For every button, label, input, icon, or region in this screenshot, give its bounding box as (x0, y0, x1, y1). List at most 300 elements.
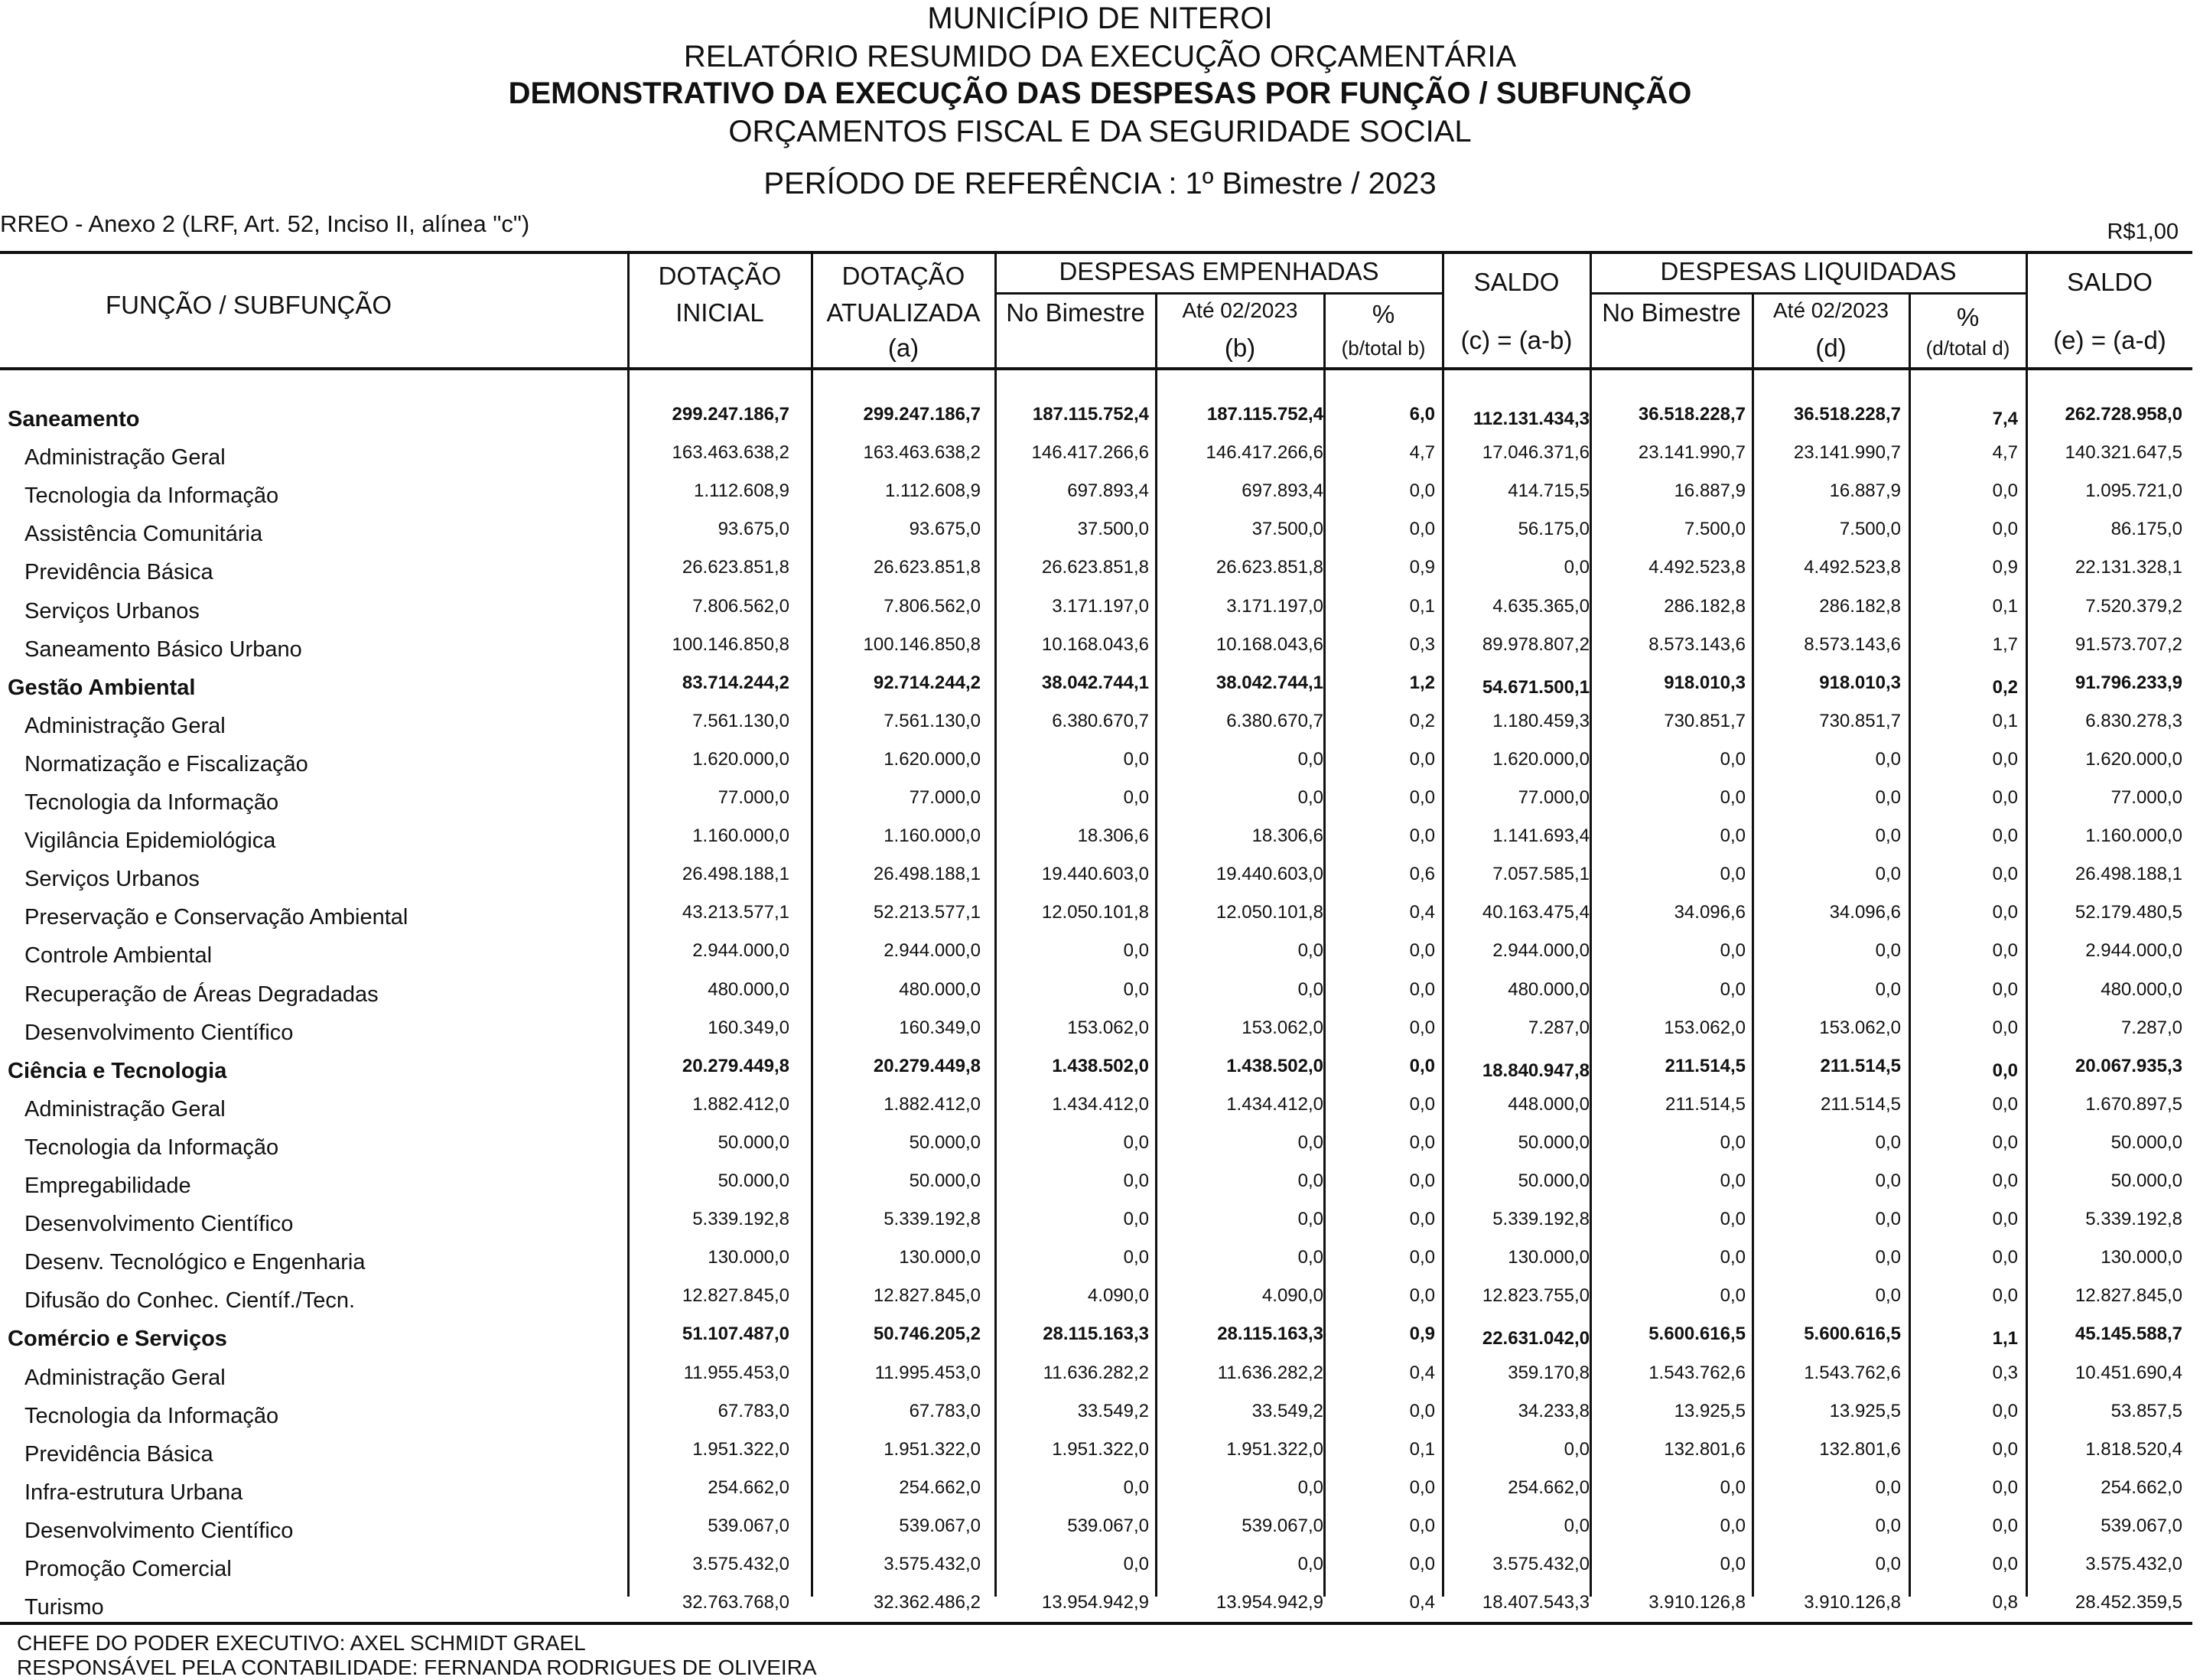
function-group-row (0, 1056, 2200, 1089)
cell-col-9: 0,0 (1992, 1477, 2018, 1498)
cell-col-1: 163.463.638,2 (672, 442, 789, 463)
cell-col-3: 146.417.266,6 (1031, 442, 1149, 463)
cell-col-5: 0,4 (1409, 1592, 1435, 1613)
cell-col-3: 11.636.282,2 (1043, 1363, 1149, 1383)
cell-col-3: 0,0 (1123, 979, 1149, 1000)
cell-col-9: 0,0 (1992, 1170, 2018, 1191)
cell-col-1: 5.339.192,8 (692, 1209, 789, 1229)
row-label: Desenvolvimento Científico (24, 1212, 294, 1236)
cell-col-1: 7.806.562,0 (692, 596, 789, 617)
cell-col-1: 20.279.449,8 (682, 1056, 789, 1076)
cell-col-5: 0,9 (1409, 1323, 1435, 1344)
cell-col-5: 0,0 (1409, 1516, 1435, 1536)
cell-col-6: 40.163.475,4 (1482, 902, 1590, 923)
cell-col-7: 0,0 (1720, 787, 1746, 808)
header-top-rule (0, 251, 2192, 254)
cell-col-4: 28.115.163,3 (1217, 1323, 1323, 1344)
cell-col-1: 77.000,0 (718, 787, 789, 808)
cell-col-4: 10.168.043,6 (1216, 634, 1323, 655)
cell-col-4: 0,0 (1297, 1554, 1323, 1574)
cell-col-10: 50.000,0 (2111, 1170, 2182, 1191)
cell-col-6: 18.407.543,3 (1482, 1592, 1590, 1613)
cell-col-3: 0,0 (1123, 940, 1149, 961)
cell-col-2: 3.575.432,0 (884, 1554, 981, 1574)
row-label: Tecnologia da Informação (24, 1404, 279, 1428)
subfunction-row (0, 979, 2200, 1013)
cell-col-9: 0,0 (1992, 1554, 2018, 1574)
cell-col-1: 1.951.322,0 (692, 1439, 789, 1460)
cell-col-7: 211.514,5 (1665, 1056, 1746, 1076)
col-saldo1-sub: (c) = (a-b) (1460, 326, 1573, 354)
cell-col-7: 0,0 (1720, 1554, 1746, 1574)
cell-col-6: 17.046.371,6 (1482, 442, 1590, 463)
cell-col-7: 0,0 (1720, 1516, 1746, 1536)
cell-col-10: 22.131.328,1 (2075, 557, 2182, 578)
subfunction-row (0, 825, 2200, 859)
cell-col-4: 0,0 (1297, 787, 1323, 808)
cell-col-7: 153.062,0 (1664, 1017, 1746, 1038)
report-title: RELATÓRIO RESUMIDO DA EXECUÇÃO ORÇAMENTÁRIA (683, 40, 1517, 73)
cell-col-8: 0,0 (1875, 749, 1901, 770)
cell-col-8: 918.010,3 (1819, 672, 1901, 693)
row-label: Vigilância Epidemiológica (24, 829, 276, 853)
cell-col-1: 50.000,0 (718, 1132, 789, 1153)
cell-col-2: 2.944.000,0 (884, 940, 981, 961)
row-label: Recuperação de Áreas Degradadas (24, 982, 379, 1007)
cell-col-4: 697.893,4 (1242, 480, 1323, 501)
subfunction-row (0, 1247, 2200, 1281)
cell-col-5: 0,0 (1409, 1056, 1435, 1076)
col-funcao-header: FUNÇÃO / SUBFUNÇÃO (105, 291, 392, 319)
row-label: Tecnologia da Informação (24, 483, 279, 508)
col-emp-pct-sub: (b/total b) (1341, 337, 1426, 360)
cell-col-6: 5.339.192,8 (1492, 1209, 1590, 1229)
subfunction-row (0, 557, 2200, 591)
cell-col-10: 140.321.647,5 (2065, 442, 2182, 463)
col-emp-ate-header: Até 02/2023 (1182, 298, 1298, 322)
cell-col-7: 36.518.228,7 (1638, 404, 1746, 425)
col-dot-atual-header-1: DOTAÇÃO (841, 262, 965, 290)
cell-col-9: 0,0 (1992, 1209, 2018, 1229)
cell-col-6: 359.170,8 (1508, 1363, 1590, 1383)
cell-col-5: 0,0 (1409, 1285, 1435, 1306)
cell-col-7: 0,0 (1720, 825, 1746, 846)
cell-col-10: 20.067.935,3 (2075, 1056, 2182, 1076)
cell-col-9: 0,0 (1992, 519, 2018, 539)
subfunction-row (0, 1439, 2200, 1473)
cell-col-8: 0,0 (1875, 1132, 1901, 1153)
cell-col-3: 0,0 (1123, 787, 1149, 808)
cell-col-4: 19.440.603,0 (1216, 864, 1323, 884)
cell-col-4: 4.090,0 (1261, 1285, 1323, 1306)
cell-col-3: 0,0 (1123, 1209, 1149, 1229)
cell-col-2: 254.662,0 (899, 1477, 981, 1498)
cell-col-9: 0,0 (1992, 1439, 2018, 1460)
cell-col-9: 0,0 (1992, 902, 2018, 923)
cell-col-8: 132.801,6 (1819, 1439, 1901, 1460)
cell-col-8: 0,0 (1875, 864, 1901, 884)
function-group-row (0, 1323, 2200, 1357)
subfunction-row (0, 1516, 2200, 1549)
cell-col-9: 0,0 (1992, 1247, 2018, 1268)
cell-col-4: 3.171.197,0 (1226, 596, 1323, 617)
cell-col-4: 0,0 (1297, 1477, 1323, 1498)
report-period: PERÍODO DE REFERÊNCIA : 1º Bimestre / 2023 (763, 167, 1437, 200)
cell-col-6: 34.233,8 (1518, 1401, 1590, 1421)
cell-col-3: 0,0 (1123, 1132, 1149, 1153)
cell-col-7: 7.500,0 (1684, 519, 1746, 539)
cell-col-4: 33.549,2 (1251, 1401, 1323, 1421)
cell-col-5: 0,3 (1409, 634, 1435, 655)
cell-col-7: 0,0 (1720, 749, 1746, 770)
col-emp-pct-header: % (1372, 300, 1395, 328)
cell-col-3: 33.549,2 (1077, 1401, 1149, 1421)
subfunction-row (0, 1094, 2200, 1128)
report-municipality: MUNICÍPIO DE NITEROI (927, 2, 1273, 35)
cell-col-1: 480.000,0 (708, 979, 789, 1000)
cell-col-4: 1.438.502,0 (1226, 1056, 1323, 1076)
cell-col-3: 26.623.851,8 (1041, 557, 1149, 578)
cell-col-7: 0,0 (1720, 1132, 1746, 1153)
cell-col-6: 448.000,0 (1508, 1094, 1590, 1115)
cell-col-3: 28.115.163,3 (1043, 1323, 1149, 1344)
cell-col-2: 7.561.130,0 (884, 711, 981, 731)
cell-col-1: 7.561.130,0 (692, 711, 789, 731)
cell-col-8: 4.492.523,8 (1804, 557, 1901, 578)
cell-col-8: 5.600.616,5 (1804, 1323, 1901, 1344)
cell-col-8: 7.500,0 (1839, 519, 1901, 539)
cell-col-1: 1.882.412,0 (692, 1094, 789, 1115)
subfunction-row (0, 1401, 2200, 1434)
annex-reference: RREO - Anexo 2 (LRF, Art. 52, Inciso II, alínea "c") (0, 210, 530, 237)
col-emp-bimestre-header: No Bimestre (1006, 298, 1145, 327)
cell-col-9: 0,2 (1992, 677, 2018, 698)
cell-col-8: 1.543.762,6 (1804, 1363, 1901, 1383)
subfunction-row (0, 519, 2200, 552)
cell-col-5: 0,0 (1409, 1170, 1435, 1191)
subfunction-row (0, 787, 2200, 821)
cell-col-5: 0,0 (1409, 1094, 1435, 1115)
cell-col-10: 254.662,0 (2101, 1477, 2182, 1498)
cell-col-3: 539.067,0 (1067, 1516, 1149, 1536)
col-saldo2-header: SALDO (2067, 268, 2153, 296)
row-label: Previdência Básica (24, 1442, 213, 1467)
row-label: Controle Ambiental (24, 943, 213, 968)
subfunction-row (0, 1132, 2200, 1166)
cell-col-4: 0,0 (1297, 979, 1323, 1000)
cell-col-10: 1.095.721,0 (2085, 480, 2182, 501)
cell-col-5: 0,9 (1409, 557, 1435, 578)
cell-col-3: 697.893,4 (1067, 480, 1149, 501)
cell-col-10: 1.160.000,0 (2085, 825, 2182, 846)
group-empenhadas-header: DESPESAS EMPENHADAS (1059, 257, 1379, 285)
cell-col-9: 0,0 (1992, 1017, 2018, 1038)
cell-col-2: 1.160.000,0 (884, 825, 981, 846)
cell-col-2: 26.623.851,8 (873, 557, 981, 578)
cell-col-8: 211.514,5 (1821, 1094, 1901, 1115)
function-group-row (0, 404, 2200, 438)
cell-col-1: 51.107.487,0 (682, 1323, 789, 1344)
cell-col-3: 19.440.603,0 (1041, 864, 1149, 884)
row-label: Difusão do Conhec. Científ./Tecn. (24, 1288, 356, 1313)
subfunction-row (0, 940, 2200, 974)
header-bottom-rule (0, 367, 2192, 370)
cell-col-8: 730.851,7 (1819, 711, 1901, 731)
cell-col-6: 480.000,0 (1508, 979, 1590, 1000)
cell-col-1: 67.783,0 (718, 1401, 789, 1421)
cell-col-5: 0,1 (1409, 596, 1435, 617)
cell-col-7: 34.096,6 (1674, 902, 1746, 923)
cell-col-5: 0,0 (1409, 940, 1435, 961)
cell-col-4: 38.042.744,1 (1216, 672, 1323, 693)
empenhadas-divider (994, 292, 1442, 295)
cell-col-1: 130.000,0 (708, 1247, 789, 1268)
cell-col-4: 13.954.942,9 (1216, 1592, 1323, 1613)
col-saldo2-sub: (e) = (a-d) (2053, 326, 2166, 354)
cell-col-1: 299.247.186,7 (672, 404, 789, 425)
cell-col-9: 7,4 (1992, 409, 2018, 429)
cell-col-8: 0,0 (1875, 940, 1901, 961)
cell-col-5: 0,0 (1409, 1017, 1435, 1038)
cell-col-8: 0,0 (1875, 825, 1901, 846)
cell-col-10: 7.520.379,2 (2085, 596, 2182, 617)
col-dot-atual-header-3: (a) (887, 334, 919, 362)
cell-col-5: 0,0 (1409, 1477, 1435, 1498)
cell-col-8: 0,0 (1875, 1554, 1901, 1574)
cell-col-9: 0,0 (1992, 787, 2018, 808)
cell-col-10: 28.452.359,5 (2075, 1592, 2182, 1613)
subfunction-row (0, 902, 2200, 936)
cell-col-3: 0,0 (1123, 1170, 1149, 1191)
cell-col-10: 77.000,0 (2111, 787, 2182, 808)
cell-col-5: 0,0 (1409, 1209, 1435, 1229)
cell-col-4: 12.050.101,8 (1216, 902, 1323, 923)
cell-col-9: 1,7 (1992, 634, 2018, 655)
cell-col-6: 1.141.693,4 (1492, 825, 1590, 846)
cell-col-3: 10.168.043,6 (1041, 634, 1149, 655)
cell-col-5: 0,0 (1409, 787, 1435, 808)
cell-col-10: 50.000,0 (2111, 1132, 2182, 1153)
cell-col-2: 11.995.453,0 (874, 1363, 981, 1383)
cell-col-9: 0,0 (1992, 1094, 2018, 1115)
cell-col-1: 26.623.851,8 (682, 557, 789, 578)
subfunction-row (0, 1554, 2200, 1587)
cell-col-5: 0,1 (1409, 1439, 1435, 1460)
cell-col-6: 50.000,0 (1518, 1170, 1590, 1191)
col-dot-inicial-header-1: DOTAÇÃO (658, 262, 782, 290)
cell-col-4: 18.306,6 (1251, 825, 1323, 846)
cell-col-10: 1.670.897,5 (2085, 1094, 2182, 1115)
cell-col-4: 0,0 (1297, 749, 1323, 770)
cell-col-5: 4,7 (1409, 442, 1435, 463)
cell-col-8: 286.182,8 (1819, 596, 1901, 617)
row-label: Comércio e Serviços (8, 1327, 227, 1351)
col-emp-ate-sub: (b) (1224, 334, 1256, 362)
cell-col-6: 130.000,0 (1508, 1247, 1590, 1268)
cell-col-1: 254.662,0 (708, 1477, 789, 1498)
liquidadas-divider (1590, 292, 2026, 295)
cell-col-9: 0,0 (1992, 940, 2018, 961)
cell-col-8: 34.096,6 (1829, 902, 1901, 923)
cell-col-7: 0,0 (1720, 864, 1746, 884)
cell-col-1: 1.160.000,0 (692, 825, 789, 846)
cell-col-2: 1.112.608,9 (884, 480, 981, 501)
cell-col-7: 211.514,5 (1665, 1094, 1746, 1115)
cell-col-5: 0,0 (1409, 1132, 1435, 1153)
row-label: Administração Geral (24, 445, 226, 470)
subfunction-row (0, 634, 2200, 668)
cell-col-3: 3.171.197,0 (1052, 596, 1149, 617)
row-label: Tecnologia da Informação (24, 1135, 279, 1160)
col-liq-pct-sub: (d/total d) (1925, 337, 2010, 360)
cell-col-7: 0,0 (1720, 1285, 1746, 1306)
cell-col-7: 132.801,6 (1664, 1439, 1746, 1460)
cell-col-4: 0,0 (1297, 1247, 1323, 1268)
cell-col-6: 0,0 (1564, 557, 1590, 578)
cell-col-2: 50.746.205,2 (873, 1323, 981, 1344)
cell-col-10: 7.287,0 (2120, 1017, 2182, 1038)
cell-col-7: 0,0 (1720, 940, 1746, 961)
footer-accountant: RESPONSÁVEL PELA CONTABILIDADE: FERNANDA RODRIGUES DE OLIVEIRA (17, 1656, 817, 1679)
cell-col-7: 0,0 (1720, 1247, 1746, 1268)
row-label: Saneamento Básico Urbano (24, 637, 302, 662)
cell-col-6: 77.000,0 (1518, 787, 1590, 808)
cell-col-3: 1.434.412,0 (1052, 1094, 1149, 1115)
row-label: Promoção Comercial (24, 1557, 232, 1581)
cell-col-9: 0,0 (1992, 1401, 2018, 1421)
cell-col-7: 3.910.126,8 (1648, 1592, 1746, 1613)
footer-executive: CHEFE DO PODER EXECUTIVO: AXEL SCHMIDT GRAEL (17, 1631, 586, 1655)
cell-col-6: 414.715,5 (1508, 480, 1590, 501)
cell-col-4: 0,0 (1297, 1170, 1323, 1191)
row-label: Saneamento (8, 407, 140, 431)
cell-col-6: 4.635.365,0 (1492, 596, 1590, 617)
cell-col-8: 8.573.143,6 (1804, 634, 1901, 655)
cell-col-7: 730.851,7 (1664, 711, 1746, 731)
cell-col-7: 0,0 (1720, 1209, 1746, 1229)
cell-col-3: 187.115.752,4 (1032, 404, 1149, 425)
cell-col-5: 0,0 (1409, 749, 1435, 770)
cell-col-10: 53.857,5 (2111, 1401, 2182, 1421)
cell-col-3: 0,0 (1123, 749, 1149, 770)
row-label: Administração Geral (24, 1366, 226, 1390)
subfunction-row (0, 749, 2200, 783)
subfunction-row (0, 1477, 2200, 1511)
cell-col-6: 0,0 (1564, 1439, 1590, 1460)
cell-col-6: 18.840.947,8 (1482, 1060, 1590, 1081)
cell-col-9: 1,1 (1992, 1328, 2018, 1349)
subfunction-row (0, 480, 2200, 514)
report-budget-scope: ORÇAMENTOS FISCAL E DA SEGURIDADE SOCIAL (728, 115, 1472, 148)
cell-col-9: 4,7 (1992, 442, 2018, 463)
cell-col-2: 12.827.845,0 (873, 1285, 981, 1306)
cell-col-1: 11.955.453,0 (683, 1363, 789, 1383)
cell-col-8: 0,0 (1875, 1285, 1901, 1306)
cell-col-9: 0,0 (1992, 1285, 2018, 1306)
cell-col-1: 12.827.845,0 (682, 1285, 789, 1306)
cell-col-3: 0,0 (1123, 1477, 1149, 1498)
cell-col-1: 160.349,0 (708, 1017, 789, 1038)
cell-col-6: 1.620.000,0 (1492, 749, 1590, 770)
cell-col-4: 11.636.282,2 (1217, 1363, 1323, 1383)
cell-col-5: 1,2 (1409, 672, 1435, 693)
cell-col-2: 163.463.638,2 (863, 442, 981, 463)
cell-col-6: 254.662,0 (1508, 1477, 1590, 1498)
cell-col-3: 38.042.744,1 (1041, 672, 1149, 693)
cell-col-3: 12.050.101,8 (1041, 902, 1149, 923)
cell-col-10: 480.000,0 (2101, 979, 2182, 1000)
cell-col-6: 22.631.042,0 (1482, 1328, 1590, 1349)
cell-col-2: 160.349,0 (899, 1017, 981, 1038)
row-label: Previdência Básica (24, 560, 213, 584)
cell-col-7: 918.010,3 (1664, 672, 1746, 693)
cell-col-7: 23.141.990,7 (1638, 442, 1746, 463)
cell-col-9: 0,0 (1992, 825, 2018, 846)
currency-unit: R$1,00 (2107, 220, 2179, 244)
cell-col-3: 153.062,0 (1067, 1017, 1149, 1038)
cell-col-4: 26.623.851,8 (1216, 557, 1323, 578)
subfunction-row (0, 596, 2200, 630)
cell-col-8: 0,0 (1875, 1477, 1901, 1498)
row-label: Infra-estrutura Urbana (24, 1480, 243, 1505)
cell-col-2: 299.247.186,7 (863, 404, 981, 425)
cell-col-8: 0,0 (1875, 1516, 1901, 1536)
cell-col-7: 13.925,5 (1674, 1401, 1746, 1421)
cell-col-10: 86.175,0 (2111, 519, 2182, 539)
subfunction-row (0, 1209, 2200, 1242)
group-liquidadas-header: DESPESAS LIQUIDADAS (1660, 257, 1957, 285)
cell-col-2: 32.362.486,2 (873, 1592, 981, 1613)
cell-col-2: 100.146.850,8 (863, 634, 981, 655)
cell-col-7: 4.492.523,8 (1648, 557, 1746, 578)
row-label: Tecnologia da Informação (24, 790, 279, 815)
cell-col-2: 67.783,0 (909, 1401, 981, 1421)
cell-col-8: 13.925,5 (1829, 1401, 1901, 1421)
cell-col-4: 0,0 (1297, 1209, 1323, 1229)
subfunction-row (0, 864, 2200, 897)
subfunction-row (0, 1170, 2200, 1204)
cell-col-4: 1.434.412,0 (1226, 1094, 1323, 1115)
row-label: Ciência e Tecnologia (8, 1059, 227, 1083)
cell-col-2: 130.000,0 (899, 1247, 981, 1268)
col-liq-ate-header: Até 02/2023 (1772, 298, 1889, 322)
row-label: Assistência Comunitária (24, 522, 263, 546)
cell-col-8: 211.514,5 (1820, 1056, 1901, 1076)
cell-col-2: 50.000,0 (909, 1132, 981, 1153)
cell-col-1: 26.498.188,1 (682, 864, 789, 884)
cell-col-3: 0,0 (1123, 1554, 1149, 1574)
subfunction-row (0, 1592, 2200, 1626)
row-label: Desenv. Tecnológico e Engenharia (24, 1250, 366, 1275)
cell-col-8: 16.887,9 (1829, 480, 1901, 501)
cell-col-4: 0,0 (1297, 940, 1323, 961)
cell-col-10: 5.339.192,8 (2085, 1209, 2182, 1229)
cell-col-1: 83.714.244,2 (682, 672, 789, 693)
cell-col-6: 2.944.000,0 (1492, 940, 1590, 961)
cell-col-2: 1.620.000,0 (884, 749, 981, 770)
cell-col-9: 0,0 (1992, 1516, 2018, 1536)
cell-col-2: 7.806.562,0 (884, 596, 981, 617)
row-label: Serviços Urbanos (24, 867, 200, 891)
cell-col-5: 0,0 (1409, 1401, 1435, 1421)
cell-col-3: 0,0 (1123, 1247, 1149, 1268)
cell-col-5: 6,0 (1409, 404, 1435, 425)
row-label: Normatização e Fiscalização (24, 752, 308, 777)
cell-col-9: 0,0 (1992, 1132, 2018, 1153)
col-saldo1-header: SALDO (1473, 268, 1560, 296)
cell-col-10: 3.575.432,0 (2085, 1554, 2182, 1574)
cell-col-7: 5.600.616,5 (1648, 1323, 1746, 1344)
